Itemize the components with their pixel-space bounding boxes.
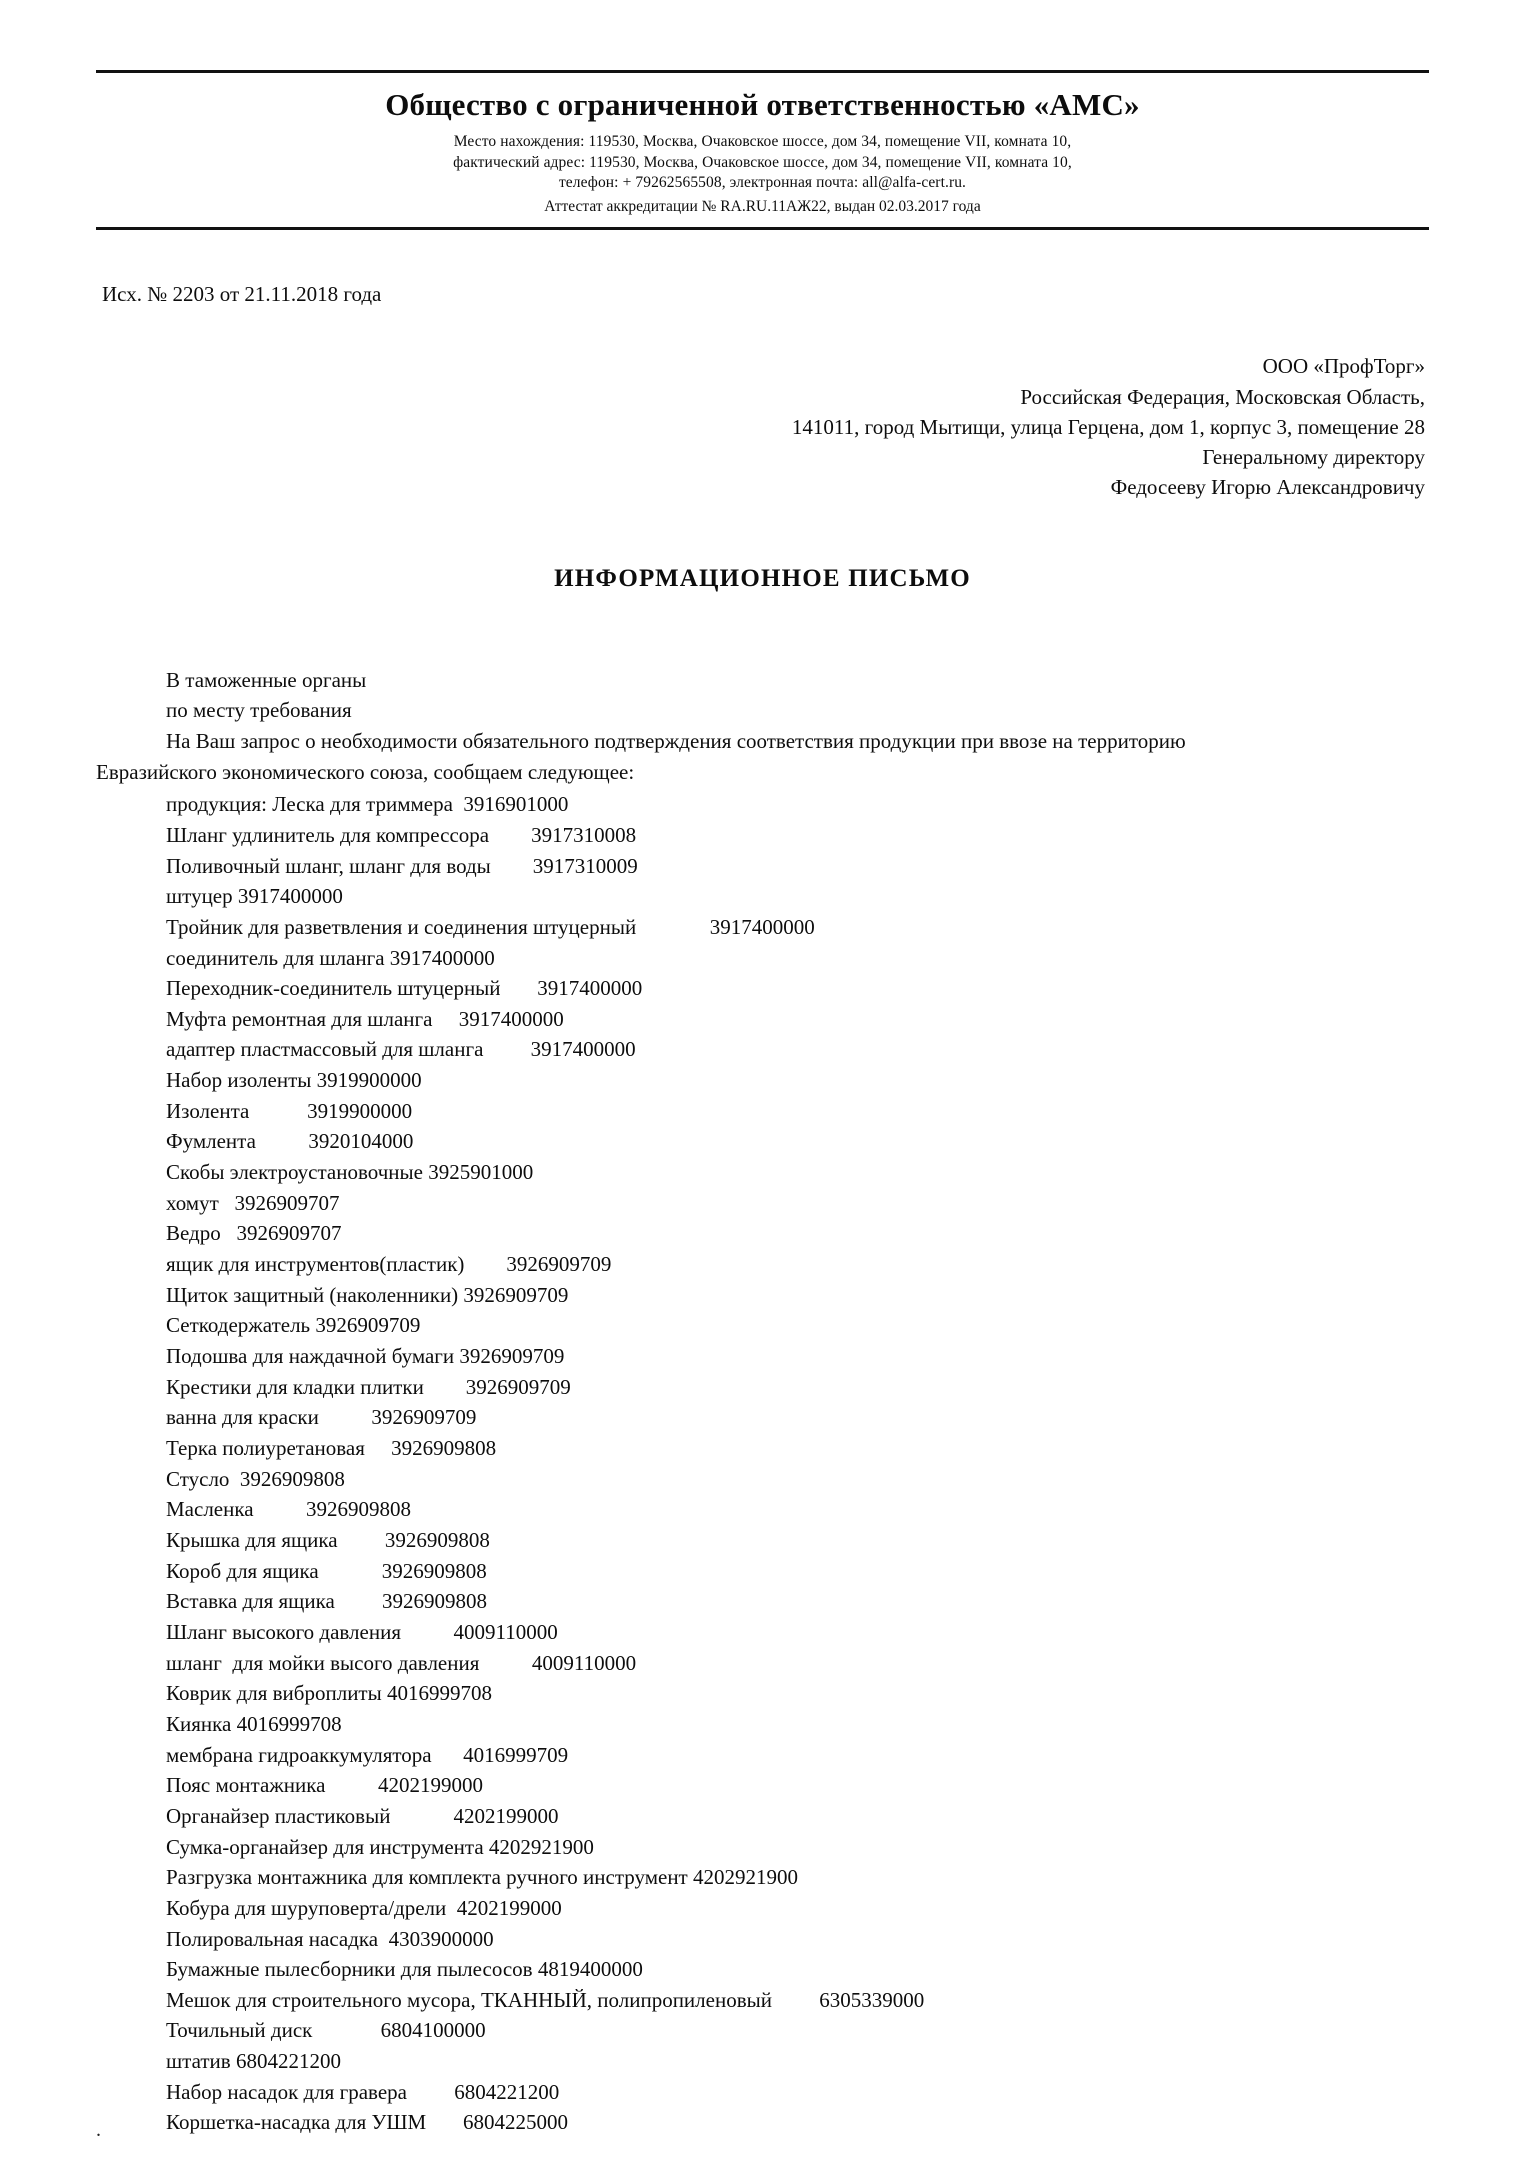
list-item: Терка полиуретановая 3926909808	[166, 1436, 497, 1461]
request-line-2: Евразийского экономического союза, сообщаем следующее:	[96, 759, 635, 784]
contacts-line: телефон: + 79262565508, электронная почта: all@alfa-cert.ru.	[558, 174, 967, 192]
addressee-position: Генеральному директору	[1202, 445, 1425, 470]
list-item: штуцер 3917400000	[166, 884, 343, 909]
list-item: хомут 3926909707	[166, 1190, 340, 1215]
list-item: Масленка 3926909808	[166, 1497, 412, 1522]
list-item: Ведро 3926909707	[166, 1221, 342, 1246]
list-item: Фумлента 3920104000	[166, 1129, 414, 1154]
list-item: Органайзер пластиковый 4202199000	[166, 1803, 559, 1828]
list-item: Набор изоленты 3919900000	[166, 1068, 422, 1093]
list-item: Набор насадок для гравера 6804221200	[166, 2079, 560, 2104]
accreditation-line: Аттестат аккредитации № RA.RU.11АЖ22, выдан 02.03.2017 года	[544, 197, 981, 215]
letterhead	[96, 70, 1429, 230]
list-item: Вставка для ящика 3926909808	[166, 1589, 488, 1614]
list-item: Коршетка-насадка для УШМ 6804225000	[166, 2110, 568, 2135]
list-item: ящик для инструментов(пластик) 3926909709	[166, 1252, 612, 1277]
list-item: мембрана гидроаккумулятора 4016999709	[166, 1742, 569, 1767]
list-item: Коврик для виброплиты 4016999708	[166, 1681, 492, 1706]
list-item: Пояс монтажника 4202199000	[166, 1773, 483, 1798]
recipient-place: по месту требования	[166, 698, 352, 723]
request-line-1: На Ваш запрос о необходимости обязательного подтверждения соответствия продукции при ввозе на территорию	[166, 728, 1186, 753]
addressee-name: Федосееву Игорю Александровичу	[1110, 475, 1425, 500]
list-item: Переходник-соединитель штуцерный 3917400000	[166, 976, 643, 1001]
list-item: Точильный диск 6804100000	[166, 2018, 486, 2043]
list-item: соединитель для шланга 3917400000	[166, 945, 495, 970]
list-item: Муфта ремонтная для шланга 3917400000	[166, 1006, 564, 1031]
recipient-authority: В таможенные органы	[166, 667, 367, 692]
list-item: Щиток защитный (наколенники) 3926909709	[166, 1282, 569, 1307]
list-item: адаптер пластмассовый для шланга 3917400000	[166, 1037, 636, 1062]
list-item: Шланг высокого давления 4009110000	[166, 1619, 558, 1644]
list-item: Сумка-органайзер для инструмента 4202921900	[166, 1834, 594, 1859]
company-name: Общество с ограниченной ответственностью «АМС»	[385, 87, 1140, 122]
addressee-block	[96, 351, 1429, 502]
list-item: Мешок для строительного мусора, ТКАННЫЙ, полипропиленовый 6305339000	[166, 1987, 925, 2012]
actual-address-line: фактический адрес: 119530, Москва, Очаковское шоссе, дом 34, помещение VII, комната 10,	[453, 153, 1072, 171]
list-item: Подошва для наждачной бумаги 3926909709	[166, 1344, 565, 1369]
list-item: Короб для ящика 3926909808	[166, 1558, 487, 1583]
list-item: Крестики для кладки плитки 3926909709	[166, 1374, 571, 1399]
body-block	[96, 665, 1429, 2139]
list-item: штатив 6804221200	[166, 2049, 341, 2074]
list-item: Поливочный шланг, шланг для воды 3917310009	[166, 853, 638, 878]
page-footer-mark: .	[96, 2119, 101, 2142]
addressee-address: 141011, город Мытищи, улица Герцена, дом 1, корпус 3, помещение 28	[791, 414, 1425, 439]
list-item: Сеткодержатель 3926909709	[166, 1313, 421, 1338]
list-item: Скобы электроустановочные 3925901000	[166, 1160, 534, 1185]
page-title: ИНФОРМАЦИОННОЕ ПИСЬМО	[554, 564, 971, 592]
list-item: Киянка 4016999708	[166, 1711, 342, 1736]
legal-address-line: Место нахождения: 119530, Москва, Очаковское шоссе, дом 34, помещение VII, комната 10,	[453, 133, 1072, 150]
list-item: Тройник для разветвления и соединения штуцерный 3917400000	[166, 914, 815, 939]
list-item: шланг для мойки высого давления 4009110000	[166, 1650, 637, 1675]
list-item: Шланг удлинитель для компрессора 3917310008	[166, 822, 637, 847]
list-item: продукция: Леска для триммера 3916901000	[166, 792, 569, 817]
list-item: Стусло 3926909808	[166, 1466, 345, 1491]
list-item: Полировальная насадка 4303900000	[166, 1926, 494, 1951]
list-item: Кобура для шуруповерта/дрели 4202199000	[166, 1895, 562, 1920]
list-item: Крышка для ящика 3926909808	[166, 1527, 490, 1552]
outgoing-number: Исх. № 2203 от 21.11.2018 года	[102, 282, 382, 307]
addressee-country-region: Российская Федерация, Московская Область,	[1020, 384, 1425, 409]
list-item: Разгрузка монтажника для комплекта ручного инструмент 4202921900	[166, 1865, 798, 1890]
product-list	[96, 789, 1429, 2138]
list-item: Бумажные пылесборники для пылесосов 4819400000	[166, 1957, 643, 1982]
list-item: Изолента 3919900000	[166, 1098, 413, 1123]
list-item: ванна для краски 3926909709	[166, 1405, 477, 1430]
addressee-company: ООО «ПрофТорг»	[1262, 354, 1425, 379]
